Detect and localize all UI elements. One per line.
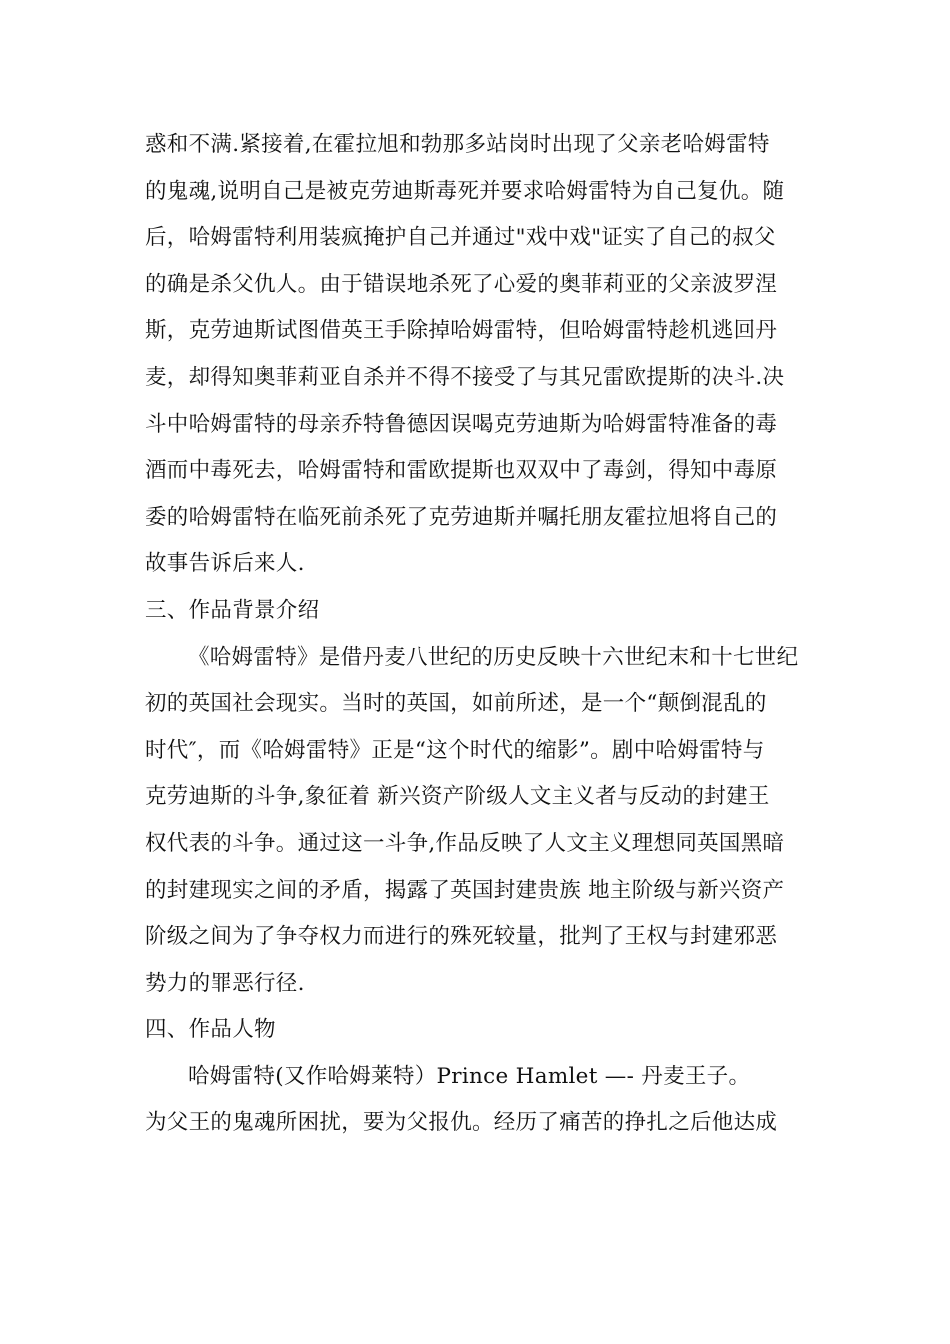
text-line: 的封建现实之间的矛盾，揭露了英国封建贵族 地主阶级与新兴资产 — [145, 877, 785, 903]
text-line: 惑和不满.紧接着,在霍拉旭和勃那多站岗时出现了父亲老哈姆雷特 — [145, 132, 770, 157]
text-line: 势力的罪恶行径. — [145, 970, 305, 996]
text-line: 的鬼魂,说明自己是被克劳迪斯毒死并要求哈姆雷特为自己复仇。随 — [145, 178, 785, 204]
text-line: 故事告诉后来人. — [145, 551, 305, 577]
text-line: 初的英国社会现实。当时的英国，如前所述，是一个“颠倒混乱的 — [145, 691, 767, 717]
text-line: 时代″，而《哈姆雷特》正是“这个时代的缩影”。剧中哈姆雷特与 — [145, 737, 765, 763]
text-line: 斯，克劳迪斯试图借英王手除掉哈姆雷特，但哈姆雷特趁机逃回丹 — [145, 318, 778, 344]
text-line: 斗中哈姆雷特的母亲乔特鲁德因误喝克劳迪斯为哈姆雷特准备的毒 — [145, 411, 778, 437]
text-line: 麦，却得知奥菲莉亚自杀并不得不接受了与其兄雷欧提斯的决斗.决 — [145, 364, 785, 390]
text-line: 《哈姆雷特》是借丹麦八世纪的历史反映十六世纪末和十七世纪 — [188, 644, 799, 670]
text-line: 克劳迪斯的斗争,象征着 新兴资产阶级人文主义者与反动的封建王 — [145, 784, 770, 810]
text-line: 为父王的鬼魂所困扰，要为父报仇。经历了痛苦的挣扎之后他达成 — [145, 1110, 778, 1136]
text-line: 的确是杀父仇人。由于错误地杀死了心爱的奥菲莉亚的父亲波罗涅 — [145, 271, 778, 297]
text-line: 酒而中毒死去，哈姆雷特和雷欧提斯也双双中了毒剑，得知中毒原 — [145, 458, 778, 484]
section-heading-background: 三、作品背景介绍 — [145, 597, 320, 623]
document-body — [145, 122, 810, 1147]
section-heading-characters: 四、作品人物 — [145, 1017, 276, 1043]
text-line: 哈姆雷特(又作哈姆莱特）Prince Hamlet —- 丹麦王子。 — [188, 1063, 751, 1089]
text-line: 委的哈姆雷特在临死前杀死了克劳迪斯并嘱托朋友霍拉旭将自己的 — [145, 504, 778, 530]
text-line: 权代表的斗争。通过这一斗争,作品反映了人文主义理想同英国黑暗 — [145, 830, 785, 856]
text-line: 后，哈姆雷特利用装疯掩护自己并通过"戏中戏"证实了自己的叔父 — [145, 225, 776, 251]
text-line: 阶级之间为了争夺权力而进行的殊死较量，批判了王权与封建邪恶 — [145, 924, 778, 950]
